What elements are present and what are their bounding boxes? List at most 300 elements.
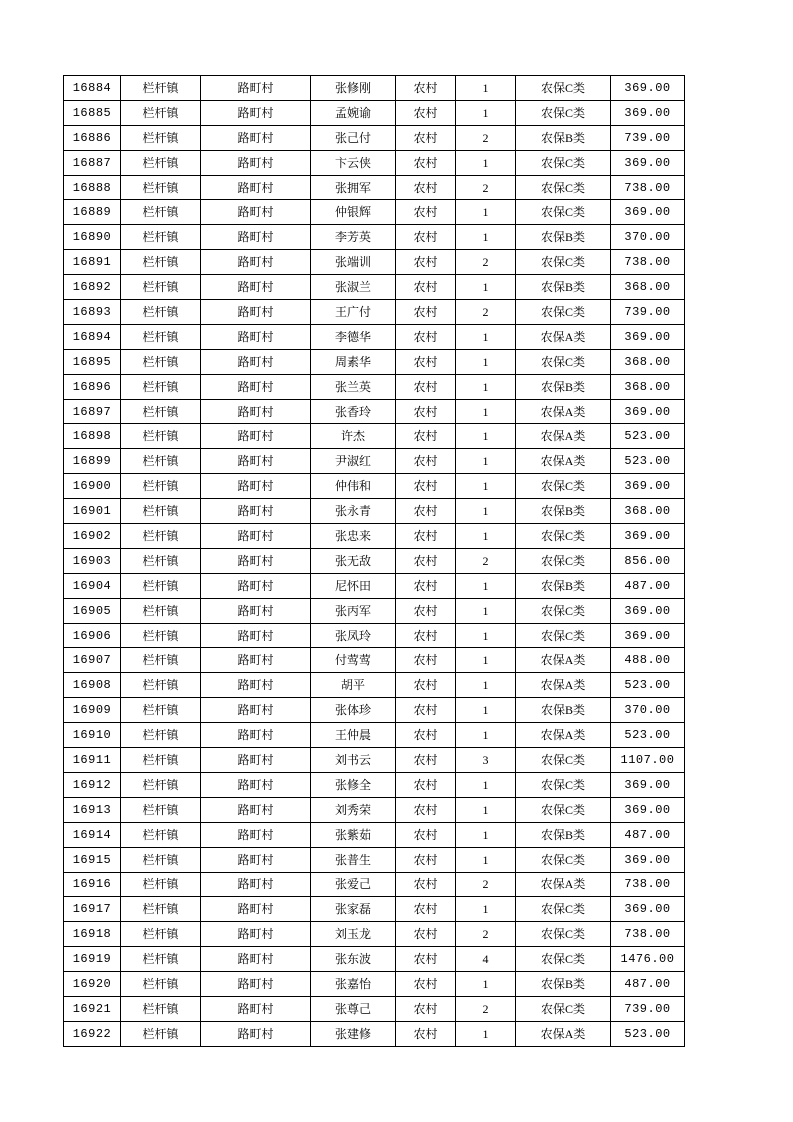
cell-town: 栏杆镇 xyxy=(121,723,201,748)
cell-name: 张凤玲 xyxy=(311,623,396,648)
table-row xyxy=(64,723,685,748)
cell-serial: 16912 xyxy=(64,772,121,797)
cell-insurance-category: 农保B类 xyxy=(516,374,611,399)
cell-count: 1 xyxy=(456,648,516,673)
table-row xyxy=(64,872,685,897)
cell-household-type: 农村 xyxy=(396,349,456,374)
table-row xyxy=(64,150,685,175)
cell-household-type: 农村 xyxy=(396,324,456,349)
cell-village: 路町村 xyxy=(201,324,311,349)
cell-name: 刘玉龙 xyxy=(311,922,396,947)
cell-count: 1 xyxy=(456,897,516,922)
cell-serial: 16913 xyxy=(64,797,121,822)
cell-insurance-category: 农保A类 xyxy=(516,723,611,748)
cell-name: 张无敌 xyxy=(311,548,396,573)
cell-town: 栏杆镇 xyxy=(121,548,201,573)
cell-amount: 739.00 xyxy=(611,125,685,150)
cell-insurance-category: 农保C类 xyxy=(516,947,611,972)
cell-village: 路町村 xyxy=(201,524,311,549)
cell-village: 路町村 xyxy=(201,598,311,623)
cell-household-type: 农村 xyxy=(396,150,456,175)
cell-household-type: 农村 xyxy=(396,922,456,947)
cell-count: 2 xyxy=(456,548,516,573)
cell-amount: 523.00 xyxy=(611,673,685,698)
cell-serial: 16909 xyxy=(64,698,121,723)
cell-town: 栏杆镇 xyxy=(121,972,201,997)
cell-town: 栏杆镇 xyxy=(121,424,201,449)
cell-household-type: 农村 xyxy=(396,474,456,499)
cell-insurance-category: 农保A类 xyxy=(516,1021,611,1046)
table-row xyxy=(64,972,685,997)
cell-name: 李芳英 xyxy=(311,225,396,250)
cell-household-type: 农村 xyxy=(396,897,456,922)
cell-town: 栏杆镇 xyxy=(121,847,201,872)
cell-name: 许杰 xyxy=(311,424,396,449)
cell-insurance-category: 农保A类 xyxy=(516,449,611,474)
cell-amount: 369.00 xyxy=(611,598,685,623)
cell-village: 路町村 xyxy=(201,822,311,847)
cell-amount: 739.00 xyxy=(611,300,685,325)
table-row xyxy=(64,100,685,125)
cell-count: 1 xyxy=(456,772,516,797)
cell-count: 2 xyxy=(456,922,516,947)
cell-town: 栏杆镇 xyxy=(121,324,201,349)
cell-town: 栏杆镇 xyxy=(121,374,201,399)
cell-household-type: 农村 xyxy=(396,872,456,897)
cell-town: 栏杆镇 xyxy=(121,150,201,175)
cell-count: 1 xyxy=(456,474,516,499)
cell-insurance-category: 农保A类 xyxy=(516,399,611,424)
cell-amount: 370.00 xyxy=(611,225,685,250)
cell-insurance-category: 农保C类 xyxy=(516,847,611,872)
cell-count: 1 xyxy=(456,847,516,872)
cell-count: 1 xyxy=(456,200,516,225)
table-row xyxy=(64,324,685,349)
cell-village: 路町村 xyxy=(201,449,311,474)
cell-serial: 16921 xyxy=(64,996,121,1021)
cell-household-type: 农村 xyxy=(396,100,456,125)
cell-insurance-category: 农保C类 xyxy=(516,797,611,822)
cell-insurance-category: 农保C类 xyxy=(516,175,611,200)
cell-village: 路町村 xyxy=(201,76,311,101)
cell-serial: 16890 xyxy=(64,225,121,250)
cell-village: 路町村 xyxy=(201,972,311,997)
cell-serial: 16887 xyxy=(64,150,121,175)
cell-village: 路町村 xyxy=(201,424,311,449)
cell-amount: 487.00 xyxy=(611,573,685,598)
cell-insurance-category: 农保B类 xyxy=(516,125,611,150)
cell-serial: 16884 xyxy=(64,76,121,101)
cell-village: 路町村 xyxy=(201,548,311,573)
cell-name: 张香玲 xyxy=(311,399,396,424)
cell-amount: 369.00 xyxy=(611,772,685,797)
table-row xyxy=(64,499,685,524)
cell-serial: 16916 xyxy=(64,872,121,897)
table-row xyxy=(64,175,685,200)
cell-name: 张己付 xyxy=(311,125,396,150)
table-row xyxy=(64,548,685,573)
cell-amount: 368.00 xyxy=(611,374,685,399)
table-row xyxy=(64,598,685,623)
cell-serial: 16903 xyxy=(64,548,121,573)
cell-count: 1 xyxy=(456,499,516,524)
cell-household-type: 农村 xyxy=(396,698,456,723)
cell-count: 1 xyxy=(456,822,516,847)
cell-count: 1 xyxy=(456,573,516,598)
cell-name: 王仲晨 xyxy=(311,723,396,748)
cell-amount: 487.00 xyxy=(611,972,685,997)
cell-town: 栏杆镇 xyxy=(121,300,201,325)
cell-insurance-category: 农保A类 xyxy=(516,673,611,698)
cell-amount: 523.00 xyxy=(611,449,685,474)
cell-insurance-category: 农保C类 xyxy=(516,76,611,101)
cell-insurance-category: 农保C类 xyxy=(516,250,611,275)
cell-name: 孟婉谕 xyxy=(311,100,396,125)
table-row xyxy=(64,897,685,922)
cell-household-type: 农村 xyxy=(396,374,456,399)
cell-insurance-category: 农保B类 xyxy=(516,822,611,847)
cell-serial: 16893 xyxy=(64,300,121,325)
table-row xyxy=(64,797,685,822)
cell-serial: 16900 xyxy=(64,474,121,499)
cell-amount: 856.00 xyxy=(611,548,685,573)
cell-insurance-category: 农保B类 xyxy=(516,573,611,598)
cell-count: 2 xyxy=(456,872,516,897)
table-row xyxy=(64,424,685,449)
cell-village: 路町村 xyxy=(201,623,311,648)
cell-village: 路町村 xyxy=(201,250,311,275)
cell-household-type: 农村 xyxy=(396,996,456,1021)
cell-amount: 369.00 xyxy=(611,623,685,648)
cell-serial: 16902 xyxy=(64,524,121,549)
cell-amount: 368.00 xyxy=(611,349,685,374)
cell-amount: 738.00 xyxy=(611,175,685,200)
cell-household-type: 农村 xyxy=(396,822,456,847)
table-row xyxy=(64,922,685,947)
table-row xyxy=(64,449,685,474)
cell-name: 张建修 xyxy=(311,1021,396,1046)
cell-village: 路町村 xyxy=(201,499,311,524)
cell-amount: 369.00 xyxy=(611,797,685,822)
table-row xyxy=(64,698,685,723)
cell-count: 1 xyxy=(456,972,516,997)
data-table xyxy=(63,75,685,1047)
cell-insurance-category: 农保C类 xyxy=(516,300,611,325)
cell-town: 栏杆镇 xyxy=(121,772,201,797)
cell-amount: 738.00 xyxy=(611,872,685,897)
cell-serial: 16894 xyxy=(64,324,121,349)
cell-amount: 738.00 xyxy=(611,922,685,947)
cell-village: 路町村 xyxy=(201,648,311,673)
cell-household-type: 农村 xyxy=(396,573,456,598)
cell-name: 张紫茹 xyxy=(311,822,396,847)
cell-serial: 16897 xyxy=(64,399,121,424)
table-row xyxy=(64,349,685,374)
cell-insurance-category: 农保C类 xyxy=(516,922,611,947)
cell-town: 栏杆镇 xyxy=(121,573,201,598)
cell-village: 路町村 xyxy=(201,100,311,125)
cell-serial: 16896 xyxy=(64,374,121,399)
table-row xyxy=(64,524,685,549)
cell-count: 1 xyxy=(456,698,516,723)
cell-name: 胡平 xyxy=(311,673,396,698)
cell-village: 路町村 xyxy=(201,573,311,598)
cell-serial: 16919 xyxy=(64,947,121,972)
cell-count: 2 xyxy=(456,125,516,150)
cell-town: 栏杆镇 xyxy=(121,349,201,374)
cell-serial: 16886 xyxy=(64,125,121,150)
cell-household-type: 农村 xyxy=(396,972,456,997)
table-row xyxy=(64,200,685,225)
cell-village: 路町村 xyxy=(201,698,311,723)
cell-household-type: 农村 xyxy=(396,598,456,623)
cell-household-type: 农村 xyxy=(396,772,456,797)
cell-serial: 16915 xyxy=(64,847,121,872)
cell-count: 1 xyxy=(456,374,516,399)
cell-count: 3 xyxy=(456,748,516,773)
cell-amount: 369.00 xyxy=(611,524,685,549)
cell-town: 栏杆镇 xyxy=(121,797,201,822)
cell-serial: 16895 xyxy=(64,349,121,374)
cell-count: 2 xyxy=(456,300,516,325)
cell-name: 张端训 xyxy=(311,250,396,275)
cell-name: 付莺莺 xyxy=(311,648,396,673)
cell-serial: 16918 xyxy=(64,922,121,947)
cell-amount: 369.00 xyxy=(611,474,685,499)
cell-name: 仲银辉 xyxy=(311,200,396,225)
cell-serial: 16910 xyxy=(64,723,121,748)
cell-name: 王广付 xyxy=(311,300,396,325)
cell-village: 路町村 xyxy=(201,374,311,399)
cell-count: 1 xyxy=(456,225,516,250)
cell-village: 路町村 xyxy=(201,847,311,872)
cell-village: 路町村 xyxy=(201,175,311,200)
cell-amount: 738.00 xyxy=(611,250,685,275)
cell-name: 张家磊 xyxy=(311,897,396,922)
cell-name: 尹淑红 xyxy=(311,449,396,474)
cell-household-type: 农村 xyxy=(396,200,456,225)
table-row xyxy=(64,772,685,797)
cell-count: 2 xyxy=(456,250,516,275)
cell-name: 张兰英 xyxy=(311,374,396,399)
cell-serial: 16891 xyxy=(64,250,121,275)
cell-village: 路町村 xyxy=(201,872,311,897)
cell-amount: 487.00 xyxy=(611,822,685,847)
cell-household-type: 农村 xyxy=(396,748,456,773)
cell-insurance-category: 农保A类 xyxy=(516,872,611,897)
table-row xyxy=(64,1021,685,1046)
cell-name: 张忠来 xyxy=(311,524,396,549)
cell-town: 栏杆镇 xyxy=(121,499,201,524)
cell-serial: 16892 xyxy=(64,275,121,300)
cell-village: 路町村 xyxy=(201,399,311,424)
cell-amount: 368.00 xyxy=(611,499,685,524)
cell-village: 路町村 xyxy=(201,349,311,374)
cell-village: 路町村 xyxy=(201,947,311,972)
cell-household-type: 农村 xyxy=(396,548,456,573)
cell-insurance-category: 农保C类 xyxy=(516,474,611,499)
cell-serial: 16888 xyxy=(64,175,121,200)
cell-count: 1 xyxy=(456,623,516,648)
cell-name: 周素华 xyxy=(311,349,396,374)
table-row xyxy=(64,996,685,1021)
table-row xyxy=(64,947,685,972)
cell-insurance-category: 农保C类 xyxy=(516,200,611,225)
cell-town: 栏杆镇 xyxy=(121,250,201,275)
cell-household-type: 农村 xyxy=(396,797,456,822)
cell-village: 路町村 xyxy=(201,225,311,250)
table-row xyxy=(64,573,685,598)
cell-town: 栏杆镇 xyxy=(121,275,201,300)
cell-count: 1 xyxy=(456,598,516,623)
cell-town: 栏杆镇 xyxy=(121,474,201,499)
cell-amount: 369.00 xyxy=(611,200,685,225)
cell-name: 张修全 xyxy=(311,772,396,797)
cell-town: 栏杆镇 xyxy=(121,673,201,698)
cell-count: 1 xyxy=(456,723,516,748)
cell-serial: 16899 xyxy=(64,449,121,474)
cell-name: 刘秀荣 xyxy=(311,797,396,822)
cell-town: 栏杆镇 xyxy=(121,897,201,922)
table-row xyxy=(64,623,685,648)
cell-name: 卞云侠 xyxy=(311,150,396,175)
table-row xyxy=(64,275,685,300)
cell-amount: 369.00 xyxy=(611,324,685,349)
cell-town: 栏杆镇 xyxy=(121,399,201,424)
cell-count: 1 xyxy=(456,424,516,449)
cell-household-type: 农村 xyxy=(396,250,456,275)
cell-village: 路町村 xyxy=(201,150,311,175)
cell-count: 1 xyxy=(456,673,516,698)
cell-count: 1 xyxy=(456,399,516,424)
cell-village: 路町村 xyxy=(201,275,311,300)
cell-name: 仲伟和 xyxy=(311,474,396,499)
cell-household-type: 农村 xyxy=(396,947,456,972)
cell-amount: 369.00 xyxy=(611,847,685,872)
table-row xyxy=(64,399,685,424)
cell-village: 路町村 xyxy=(201,200,311,225)
cell-name: 李德华 xyxy=(311,324,396,349)
cell-amount: 369.00 xyxy=(611,76,685,101)
cell-village: 路町村 xyxy=(201,673,311,698)
table-body xyxy=(64,76,685,1047)
cell-insurance-category: 农保C类 xyxy=(516,100,611,125)
cell-insurance-category: 农保C类 xyxy=(516,349,611,374)
table-row xyxy=(64,76,685,101)
cell-count: 2 xyxy=(456,175,516,200)
cell-town: 栏杆镇 xyxy=(121,200,201,225)
cell-town: 栏杆镇 xyxy=(121,175,201,200)
cell-count: 1 xyxy=(456,797,516,822)
cell-village: 路町村 xyxy=(201,474,311,499)
cell-amount: 488.00 xyxy=(611,648,685,673)
cell-insurance-category: 农保C类 xyxy=(516,623,611,648)
cell-insurance-category: 农保B类 xyxy=(516,972,611,997)
cell-town: 栏杆镇 xyxy=(121,748,201,773)
cell-name: 张尊己 xyxy=(311,996,396,1021)
cell-town: 栏杆镇 xyxy=(121,648,201,673)
cell-insurance-category: 农保A类 xyxy=(516,324,611,349)
cell-town: 栏杆镇 xyxy=(121,822,201,847)
cell-name: 张嘉怡 xyxy=(311,972,396,997)
cell-serial: 16911 xyxy=(64,748,121,773)
cell-town: 栏杆镇 xyxy=(121,623,201,648)
cell-count: 1 xyxy=(456,76,516,101)
cell-name: 张爱己 xyxy=(311,872,396,897)
cell-household-type: 农村 xyxy=(396,399,456,424)
cell-town: 栏杆镇 xyxy=(121,996,201,1021)
table-row xyxy=(64,822,685,847)
cell-name: 张淑兰 xyxy=(311,275,396,300)
cell-village: 路町村 xyxy=(201,897,311,922)
cell-amount: 1107.00 xyxy=(611,748,685,773)
cell-insurance-category: 农保C类 xyxy=(516,524,611,549)
cell-insurance-category: 农保C类 xyxy=(516,748,611,773)
table-row xyxy=(64,250,685,275)
cell-household-type: 农村 xyxy=(396,449,456,474)
cell-household-type: 农村 xyxy=(396,300,456,325)
cell-insurance-category: 农保A类 xyxy=(516,424,611,449)
cell-serial: 16904 xyxy=(64,573,121,598)
cell-amount: 369.00 xyxy=(611,399,685,424)
cell-village: 路町村 xyxy=(201,748,311,773)
cell-count: 1 xyxy=(456,275,516,300)
cell-household-type: 农村 xyxy=(396,275,456,300)
cell-village: 路町村 xyxy=(201,1021,311,1046)
cell-town: 栏杆镇 xyxy=(121,225,201,250)
cell-insurance-category: 农保B类 xyxy=(516,499,611,524)
cell-village: 路町村 xyxy=(201,723,311,748)
cell-household-type: 农村 xyxy=(396,847,456,872)
table-row xyxy=(64,125,685,150)
cell-household-type: 农村 xyxy=(396,524,456,549)
cell-name: 张修刚 xyxy=(311,76,396,101)
cell-name: 张普生 xyxy=(311,847,396,872)
cell-amount: 369.00 xyxy=(611,897,685,922)
cell-insurance-category: 农保C类 xyxy=(516,772,611,797)
table-row xyxy=(64,300,685,325)
cell-amount: 368.00 xyxy=(611,275,685,300)
cell-village: 路町村 xyxy=(201,996,311,1021)
cell-amount: 523.00 xyxy=(611,424,685,449)
cell-insurance-category: 农保A类 xyxy=(516,648,611,673)
cell-name: 张东波 xyxy=(311,947,396,972)
cell-name: 张拥军 xyxy=(311,175,396,200)
cell-serial: 16917 xyxy=(64,897,121,922)
cell-count: 1 xyxy=(456,100,516,125)
cell-household-type: 农村 xyxy=(396,723,456,748)
cell-name: 张丙军 xyxy=(311,598,396,623)
table-row xyxy=(64,748,685,773)
cell-household-type: 农村 xyxy=(396,76,456,101)
table-row xyxy=(64,673,685,698)
cell-insurance-category: 农保C类 xyxy=(516,598,611,623)
cell-name: 刘书云 xyxy=(311,748,396,773)
cell-village: 路町村 xyxy=(201,125,311,150)
cell-household-type: 农村 xyxy=(396,424,456,449)
cell-count: 1 xyxy=(456,349,516,374)
cell-household-type: 农村 xyxy=(396,225,456,250)
cell-town: 栏杆镇 xyxy=(121,698,201,723)
cell-serial: 16907 xyxy=(64,648,121,673)
cell-name: 张永青 xyxy=(311,499,396,524)
cell-town: 栏杆镇 xyxy=(121,947,201,972)
cell-count: 1 xyxy=(456,1021,516,1046)
cell-serial: 16922 xyxy=(64,1021,121,1046)
cell-amount: 369.00 xyxy=(611,100,685,125)
table-row xyxy=(64,225,685,250)
cell-insurance-category: 农保B类 xyxy=(516,225,611,250)
